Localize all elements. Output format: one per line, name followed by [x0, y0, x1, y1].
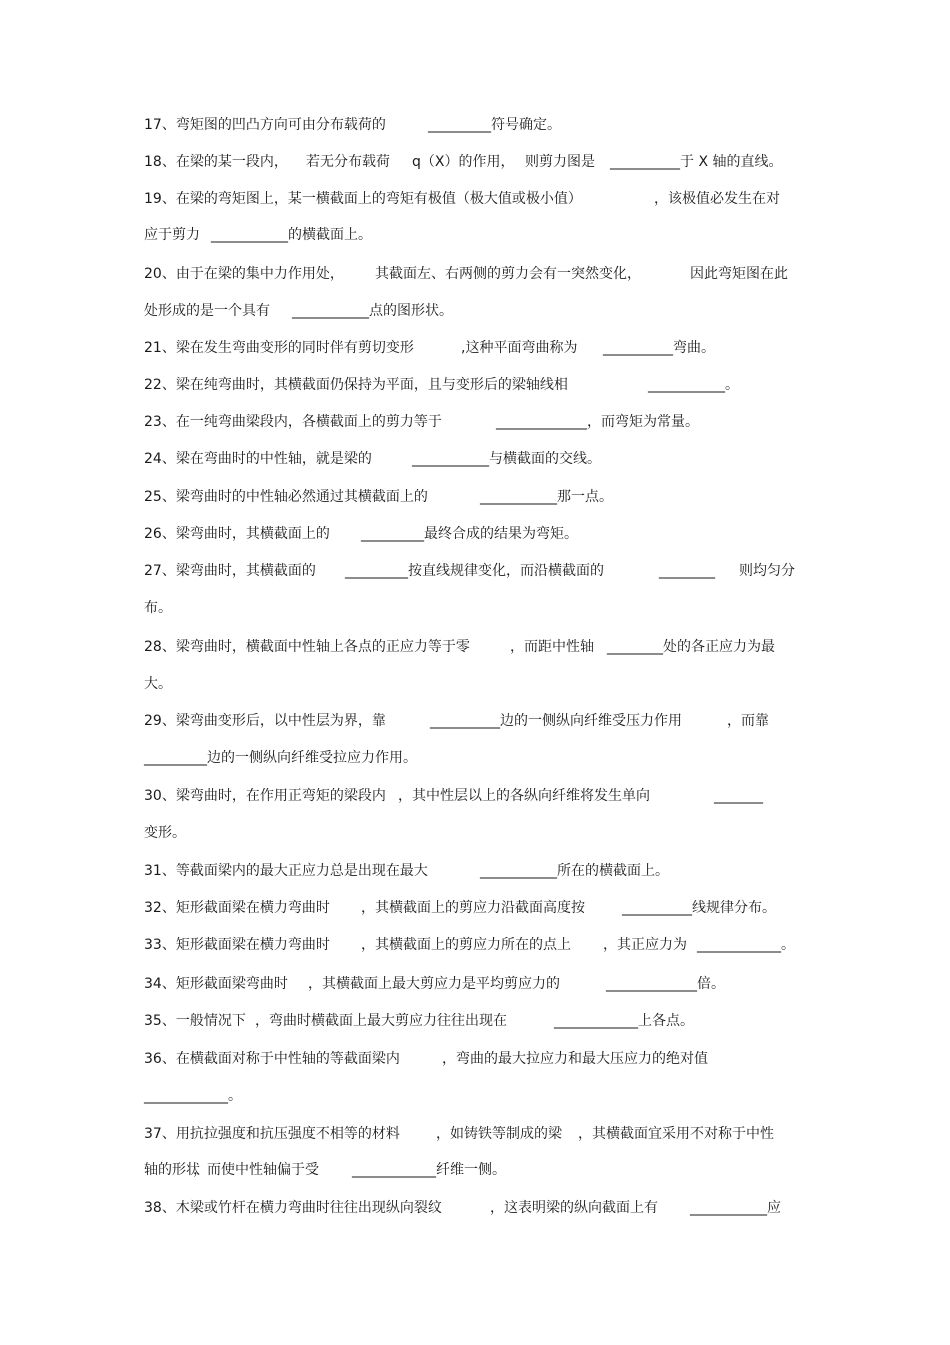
line-text: ，弯曲时横截面上最大剪应力往往出现在 [255, 1013, 507, 1029]
line-text: 20、由于在梁的集中力作用处， [144, 266, 344, 282]
line-text: ________ [659, 563, 715, 579]
line-text: ____________纤维一侧。 [352, 1162, 506, 1178]
line-text: 布。 [144, 600, 172, 616]
line-text: 21、梁在发生弯曲变形的同时伴有剪切变形 [144, 340, 414, 356]
question-line [0, 933, 950, 957]
question-line [0, 896, 950, 920]
line-text: ，其横截面上的剪应力所在的点上 [361, 937, 571, 953]
line-text: 17、弯矩图的凹凸方向可由分布载荷的 [144, 117, 386, 133]
line-text: 26、梁弯曲时，其横截面上的 [144, 526, 330, 542]
question-line [0, 485, 950, 509]
line-text: ________处的各正应力为最 [607, 639, 775, 655]
question-line [0, 672, 950, 696]
question-line [0, 709, 950, 733]
line-text: 36、在横截面对称于中性轴的等截面梁内 [144, 1051, 400, 1067]
line-text: 其截面左、右两侧的剪力会有一突然变化， [375, 266, 641, 282]
line-text: _________最终合成的结果为弯矩。 [361, 526, 578, 542]
question-line [0, 223, 950, 247]
line-text: ___________与横截面的交线。 [412, 451, 601, 467]
line-text: q（X）的作用， [412, 154, 515, 170]
line-text: ____________上各点。 [554, 1013, 694, 1029]
line-text: ，其横截面上的剪应力沿截面高度按 [361, 900, 585, 916]
line-text: ___________应 [690, 1200, 781, 1216]
line-text: ___________。 [648, 377, 739, 393]
line-text: _________边的一侧纵向纤维受拉应力作用。 [144, 750, 417, 766]
line-text: 27、梁弯曲时，其横截面的 [144, 563, 316, 579]
question-line [0, 1158, 950, 1182]
line-text: ，而使中性轴偏于受 [193, 1162, 319, 1178]
line-text: ，其横截面上最大剪应力是平均剪应力的 [308, 976, 560, 992]
question-line [0, 1009, 950, 1033]
line-text: 28、梁弯曲时，横截面中性轴上各点的正应力等于零 [144, 639, 470, 655]
line-text: 38、木梁或竹杆在横力弯曲时往往出现纵向裂纹 [144, 1200, 442, 1216]
line-text: ___________的横截面上。 [211, 227, 372, 243]
line-text: __________边的一侧纵向纤维受压力作用 [430, 713, 682, 729]
line-text: ，而靠 [727, 713, 769, 729]
question-line [0, 373, 950, 397]
line-text: 若无分布载荷 [306, 154, 390, 170]
line-text: ，弯曲的最大拉应力和最大压应力的绝对值 [442, 1051, 708, 1067]
line-text: 变形。 [144, 825, 186, 841]
line-text: _________符号确定。 [428, 117, 561, 133]
line-text: 23、在一纯弯曲梁段内，各横截面上的剪力等于 [144, 414, 442, 430]
question-line [0, 746, 950, 770]
line-text: 22、梁在纯弯曲时，其横截面仍保持为平面，且与变形后的梁轴线相 [144, 377, 568, 393]
line-text: 大。 [144, 676, 172, 692]
line-text: _____________倍。 [606, 976, 725, 992]
line-text: ，其中性层以上的各纵向纤维将发生单向 [398, 788, 650, 804]
line-text: ，其正应力为 [603, 937, 687, 953]
line-text: 处形成的是一个具有 [144, 303, 270, 319]
line-text: 30、梁弯曲时，在作用正弯矩的梁段内 [144, 788, 386, 804]
question-line [0, 410, 950, 434]
line-text: 19、在梁的弯矩图上，某一横截面上的弯矩有极值（极大值或极小值） [144, 191, 582, 207]
line-text: 31、等截面梁内的最大正应力总是出现在最大 [144, 863, 428, 879]
line-text: ，该极值必发生在对 [654, 191, 780, 207]
line-text: ___________所在的横截面上。 [480, 863, 669, 879]
line-text: 35、一般情况下 [144, 1013, 246, 1029]
question-line [0, 784, 950, 808]
question-line [0, 299, 950, 323]
line-text: 24、梁在弯曲时的中性轴，就是梁的 [144, 451, 372, 467]
line-text: ，这表明梁的纵向截面上有 [490, 1200, 658, 1216]
question-line [0, 1047, 950, 1071]
question-line [0, 262, 950, 286]
line-text: __________线规律分布。 [622, 900, 776, 916]
question-line [0, 821, 950, 845]
question-line [0, 859, 950, 883]
question-line [0, 1122, 950, 1146]
question-line [0, 1196, 950, 1220]
line-text: 25、梁弯曲时的中性轴必然通过其横截面上的 [144, 489, 428, 505]
line-text: ____________。 [697, 937, 795, 953]
line-text: 则均匀分 [739, 563, 795, 579]
line-text: 33、矩形截面梁在横力弯曲时 [144, 937, 330, 953]
question-line [0, 635, 950, 659]
line-text: 因此弯矩图在此 [690, 266, 788, 282]
line-text: __________弯曲。 [603, 340, 715, 356]
line-text: ，其横截面宜采用不对称于中性 [578, 1126, 774, 1142]
question-line [0, 447, 950, 471]
line-text: _________按直线规律变化，而沿横截面的 [345, 563, 604, 579]
line-text: 34、矩形截面梁弯曲时 [144, 976, 288, 992]
question-line [0, 596, 950, 620]
line-text: ，如铸铁等制成的梁 [436, 1126, 562, 1142]
question-line [0, 522, 950, 546]
line-text: ___________点的图形状。 [292, 303, 453, 319]
line-text: ____________。 [144, 1088, 242, 1104]
line-text: 37、用抗拉强度和抗压强度不相等的材料 [144, 1126, 400, 1142]
line-text: 则剪力图是 [525, 154, 595, 170]
question-line [0, 972, 950, 996]
question-line [0, 150, 950, 174]
line-text: 29、梁弯曲变形后，以中性层为界，靠 [144, 713, 386, 729]
line-text: __________于 X 轴的直线。 [610, 154, 783, 170]
line-text: ,这种平面弯曲称为 [461, 340, 578, 356]
question-line [0, 336, 950, 360]
line-text: 轴的形状 [144, 1162, 200, 1178]
question-line [0, 559, 950, 583]
question-line [0, 1084, 950, 1108]
line-text: 18、在梁的某一段内， [144, 154, 288, 170]
line-text: _______ [714, 788, 763, 804]
line-text: 32、矩形截面梁在横力弯曲时 [144, 900, 330, 916]
line-text: 应于剪力 [144, 227, 200, 243]
line-text: ，而距中性轴 [510, 639, 594, 655]
line-text: _____________，而弯矩为常量。 [496, 414, 699, 430]
question-line [0, 187, 950, 211]
line-text: ___________那一点。 [480, 489, 613, 505]
question-line [0, 113, 950, 137]
